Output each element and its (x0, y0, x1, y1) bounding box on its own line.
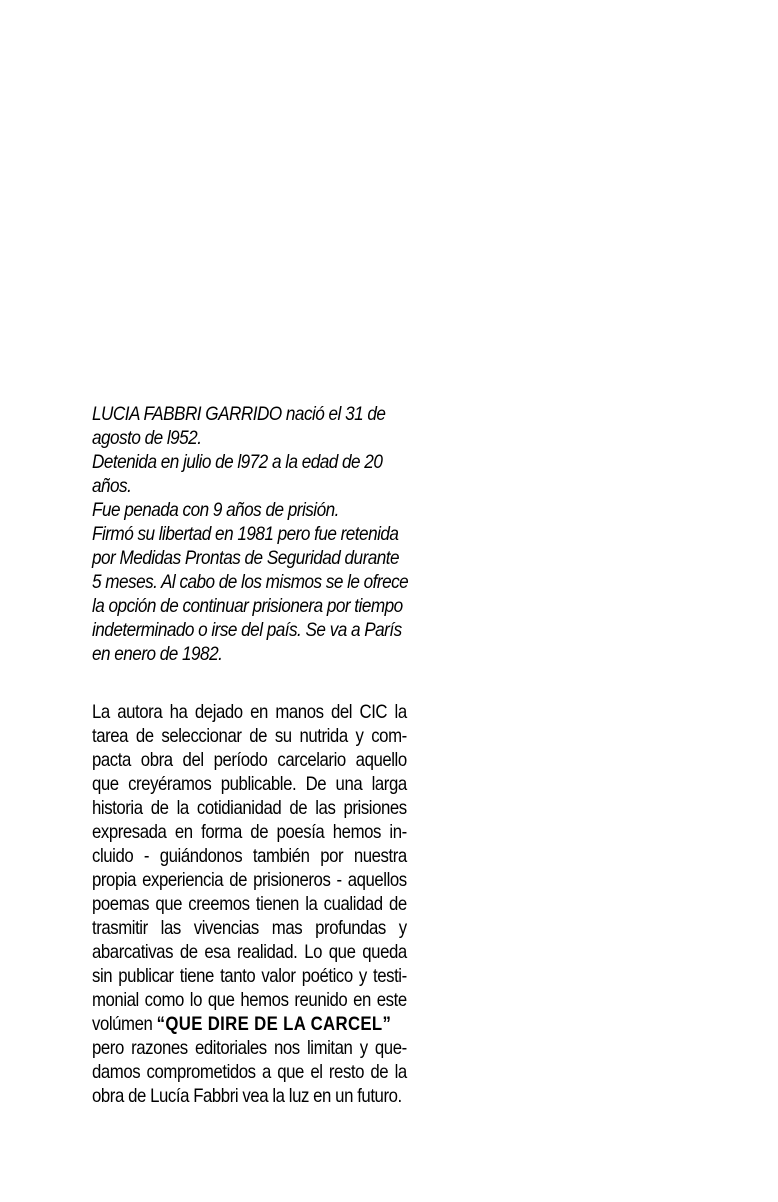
note-line: tarea de seleccionar de su nutrida y com- (92, 725, 407, 747)
note-line: trasmitir las vivencias mas profundas y (92, 917, 407, 939)
note-line: historia de la cotidianidad de las prisiones (92, 797, 407, 819)
bio-line: Fue penada con 9 años de prisión. (92, 499, 339, 521)
note-line: expresada en forma de poesía hemos in- (92, 821, 407, 843)
note-line: pero razones editoriales nos limitan y que- (92, 1037, 407, 1059)
note-line: monial como lo que hemos reunido en este (92, 989, 407, 1011)
title-line-prefix: volúmen (92, 1013, 153, 1035)
note-line: poemas que creemos tienen la cualidad de (92, 893, 407, 915)
note-line: cluido - guiándonos también por nuestra (92, 845, 407, 867)
bio-line: la opción de continuar prisionera por tiempo (92, 595, 403, 617)
note-line: damos comprometidos a que el resto de la (92, 1061, 407, 1083)
book-title: “QUE DIRE DE LA CARCEL” (156, 1013, 392, 1035)
bio-line: años. (92, 475, 132, 497)
editorial-note (92, 700, 407, 1108)
note-line: sin publicar tiene tanto valor poético y testi- (92, 965, 407, 987)
author-biography (92, 402, 414, 666)
note-title-line (92, 1012, 407, 1036)
bio-line: Firmó su libertad en 1981 pero fue retenida (92, 523, 399, 545)
bio-line: LUCIA FABBRI GARRIDO nació el 31 de (92, 403, 386, 425)
note-line: propia experiencia de prisioneros - aquellos (92, 869, 407, 891)
note-line: obra de Lucía Fabbri vea la luz en un futuro. (92, 1085, 402, 1107)
bio-line: Detenida en julio de l972 a la edad de 20 (92, 451, 383, 473)
note-line: que creyéramos publicable. De una larga (92, 773, 407, 795)
bio-line: en enero de 1982. (92, 643, 223, 665)
bio-line: agosto de l952. (92, 427, 202, 449)
bio-line: indeterminado o irse del país. Se va a París (92, 619, 402, 641)
note-line: pacta obra del período carcelario aquello (92, 749, 407, 771)
bio-line: 5 meses. Al cabo de los mismos se le ofrece (92, 571, 409, 593)
note-line: La autora ha dejado en manos del CIC la (92, 701, 407, 723)
note-line: abarcativas de esa realidad. Lo que queda (92, 941, 407, 963)
bio-line: por Medidas Prontas de Seguridad durante (92, 547, 400, 569)
